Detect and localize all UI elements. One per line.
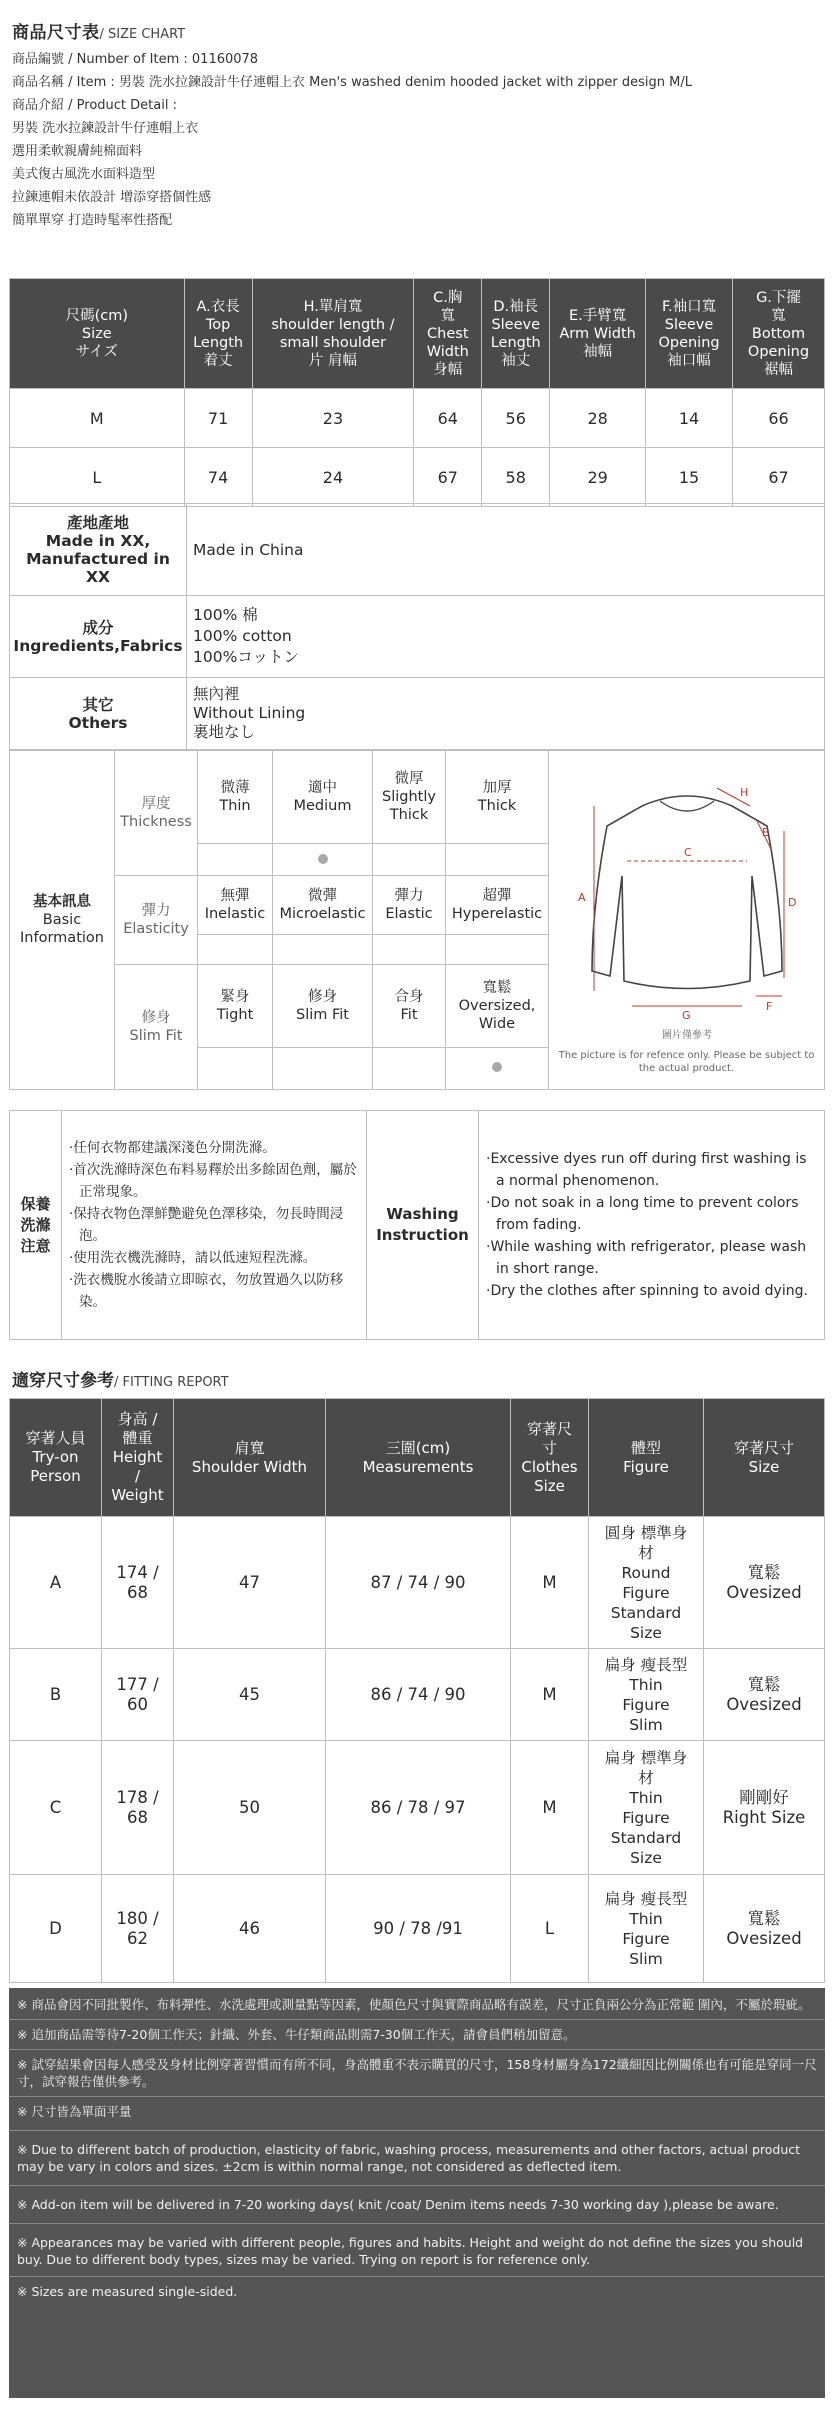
table-row <box>10 1875 825 1983</box>
shoulder: 50 <box>174 1741 326 1875</box>
meta-table <box>9 503 825 750</box>
thickness-mark <box>373 844 446 876</box>
page-title: 商品尺寸表 <box>12 23 100 43</box>
fabric-values <box>187 596 825 678</box>
table-row <box>10 1741 825 1875</box>
fitting-table <box>9 1398 825 1983</box>
others-value: 裏地なし <box>193 723 256 741</box>
figure: 扁身 標準身 材 Thin Figure Standard Size <box>589 1741 704 1875</box>
person: B <box>10 1649 102 1741</box>
fit-header: 穿著人員 Try-on Person <box>10 1399 102 1517</box>
product-info <box>0 46 833 232</box>
person: D <box>10 1875 102 1983</box>
letter-f: F <box>765 999 772 1013</box>
table-row <box>10 389 825 448</box>
others-label-cn: 其它 <box>82 695 114 714</box>
cell: 74 <box>184 448 252 507</box>
detail-line: 男裝 洗水拉鍊設計牛仔連帽上衣 <box>12 121 199 136</box>
fit-mark <box>273 1047 373 1089</box>
detail-line: 簡單單穿 打造時髦率性搭配 <box>12 213 173 228</box>
letter-a: A <box>577 890 586 904</box>
washing-cn-item: ·首次洗滌時深色布料易釋於出多餘固色劑，屬於正常現象。 <box>69 1162 357 1200</box>
thickness-mark <box>198 844 273 876</box>
cell: 66 <box>733 389 825 448</box>
notes-panel <box>9 1988 825 2398</box>
figure: 圓身 標準身 材 Round Figure Standard Size <box>589 1517 704 1649</box>
fabric-value: 100% 棉 <box>193 606 258 624</box>
elasticity-option: 微彈 Microelastic <box>273 876 373 935</box>
basic-info-table <box>9 750 825 1090</box>
height-weight: 177 / 60 <box>102 1649 174 1741</box>
detail-line: 選用柔軟親膚純棉面料 <box>12 144 143 159</box>
washing-cn-item: ·保持衣物色澤鮮艷避免色澤移染，勿長時間浸泡。 <box>69 1206 344 1244</box>
fit-mark <box>198 1047 273 1089</box>
fitting-title <box>12 1366 229 1391</box>
fit-result: 寬鬆 Ovesized <box>704 1875 825 1983</box>
height-weight: 178 / 68 <box>102 1741 174 1875</box>
clothes-size: M <box>511 1649 589 1741</box>
header-size: 尺碼(cm) Size サイズ <box>10 279 185 389</box>
shoulder: 45 <box>174 1649 326 1741</box>
fit-mark <box>373 1047 446 1089</box>
header-sleeve-opening: F.袖口寬 Sleeve Opening 袖口幅 <box>646 279 733 389</box>
item-number: 商品編號 / Number of Item : 01160078 <box>12 52 259 67</box>
fabric-value: 100%コットン <box>193 648 300 666</box>
note-cn: ※ 試穿結果會因每人感受及身材比例穿著習慣而有所不同，身高體重不表示購買的尺寸，158身材屬身為172纖細因比例關係也有可能是穿同一尺寸，試穿報告僅供參考。 <box>17 2057 817 2089</box>
washing-label: 保養 洗滌 注意 <box>10 1111 62 1340</box>
fit-header: 三圍(cm) Measurements <box>326 1399 511 1517</box>
clothes-size: L <box>511 1875 589 1983</box>
fit-header: 身高 / 體重 Height / Weight <box>102 1399 174 1517</box>
measurements: 87 / 74 / 90 <box>326 1517 511 1649</box>
cell: 64 <box>414 389 482 448</box>
note-en: ※ Due to different batch of production, elasticity of fabric, washing process, measurements and other factors, actual product may be vary in colors and sizes. ±2cm is within normal range, not considered as deflected item. <box>17 2142 801 2174</box>
size-label: L <box>10 448 185 507</box>
cell: 29 <box>550 448 646 507</box>
detail-heading: 商品介紹 / Product Detail : <box>12 98 177 113</box>
basic-info-label-en: Basic Information <box>20 912 104 946</box>
garment-diagram <box>549 751 825 1090</box>
washing-en-item: ·Dry the clothes after spinning to avoid dying. <box>486 1283 808 1299</box>
note-en: ※ Add-on item will be delivered in 7-20 working days( knit /coat/ Denim items needs 7-30 working day ),please be aware. <box>17 2197 779 2212</box>
measurements: 90 / 78 /91 <box>326 1875 511 1983</box>
fit-option: 合身 Fit <box>373 964 446 1047</box>
cell: 71 <box>184 389 252 448</box>
note-cn: ※ 尺寸皆為單面平量 <box>17 2104 132 2119</box>
fit-option: 寬鬆 Oversized, Wide <box>446 964 549 1047</box>
others-value: 無內裡 <box>193 685 240 703</box>
cell: 28 <box>550 389 646 448</box>
washing-en-item: ·While washing with refrigerator, please wash in short range. <box>486 1239 807 1277</box>
header-chest: C.胸 寬 Chest Width 身幅 <box>414 279 482 389</box>
washing-cn <box>62 1111 367 1340</box>
note-en: ※ Appearances may be varied with different people, figures and habits. Height and weight do not define the sizes you should buy. Due to different body types, sizes may be varied. Trying on report is for reference only. <box>17 2235 804 2267</box>
washing-en-item: ·Do not soak in a long time to prevent colors from fading. <box>486 1195 799 1233</box>
washing-en-label: Washing Instruction <box>367 1111 479 1340</box>
elasticity-mark <box>446 935 549 965</box>
letter-g: G <box>681 1008 691 1022</box>
fit-header: 穿著尺寸 Size <box>704 1399 825 1517</box>
letter-e: E <box>761 825 769 839</box>
cell: 23 <box>252 389 414 448</box>
item-name: 商品名稱 / Item : 男裝 洗水拉鍊設計牛仔連帽上衣 Men's washed denim hooded jacket with zipper design M/L <box>12 75 692 90</box>
clothes-size: M <box>511 1741 589 1875</box>
thickness-option: 微薄 Thin <box>198 751 273 844</box>
washing-table <box>9 1110 825 1340</box>
cell: 67 <box>414 448 482 507</box>
fit-label: 修身 Slim Fit <box>115 964 198 1089</box>
thickness-option: 加厚 Thick <box>446 751 549 844</box>
washing-cn-item: ·任何衣物都建議深淺色分開洗滌。 <box>69 1140 276 1156</box>
table-row <box>10 448 825 507</box>
fit-header: 穿著尺 寸 Clothes Size <box>511 1399 589 1517</box>
elasticity-option: 彈力 Elastic <box>373 876 446 935</box>
selected-dot-icon <box>492 1062 502 1072</box>
basic-info-label <box>10 751 115 1090</box>
fit-header: 體型 Figure <box>589 1399 704 1517</box>
thickness-option: 適中 Medium <box>273 751 373 844</box>
thickness-label: 厚度 Thickness <box>115 751 198 876</box>
header-shoulder: H.單肩寬 shoulder length / small shoulder 片 肩幅 <box>252 279 414 389</box>
height-weight: 180 / 62 <box>102 1875 174 1983</box>
sweatshirt-diagram-icon <box>572 766 802 1066</box>
washing-cn-item: ·洗衣機脫水後請立即晾衣，勿放置過久以防移染。 <box>69 1272 344 1310</box>
fit-result: 寬鬆 Ovesized <box>704 1649 825 1741</box>
elasticity-mark <box>273 935 373 965</box>
fit-result: 寬鬆 Ovesized <box>704 1517 825 1649</box>
measurements: 86 / 74 / 90 <box>326 1649 511 1741</box>
table-row <box>10 1517 825 1649</box>
figure: 扁身 瘦長型 Thin Figure Slim <box>589 1875 704 1983</box>
selected-dot-icon <box>318 854 328 864</box>
thickness-mark <box>446 844 549 876</box>
diagram-caption-en: The picture is for refence only. Please be subject to the actual product. <box>558 1049 815 1074</box>
others-value: Without Lining <box>193 704 306 722</box>
washing-cn-item: ·使用洗衣機洗滌時，請以低速短程洗滌。 <box>69 1250 317 1266</box>
cell: 58 <box>482 448 550 507</box>
header-arm-width: E.手臂寬 Arm Width 袖幅 <box>550 279 646 389</box>
header-bottom-opening: G.下擺 寬 Bottom Opening 裾幅 <box>733 279 825 389</box>
fit-header: 肩寬 Shoulder Width <box>174 1399 326 1517</box>
washing-en-item: ·Excessive dyes run off during first washing is a normal phenomenon. <box>486 1151 807 1189</box>
cell: 56 <box>482 389 550 448</box>
note-cn: ※ 追加商品需等待7-20個工作天；針織、外套、牛仔類商品則需7-30個工作天，請會員們稍加留意。 <box>17 2027 576 2042</box>
cell: 14 <box>646 389 733 448</box>
thickness-option: 微厚 Slightly Thick <box>373 751 446 844</box>
cell: 67 <box>733 448 825 507</box>
others-label-en: Others <box>68 713 128 732</box>
fit-option: 緊身 Tight <box>198 964 273 1047</box>
page-header <box>0 0 833 46</box>
letter-d: D <box>787 895 796 909</box>
clothes-size: M <box>511 1517 589 1649</box>
basic-info-label-cn: 基本訊息 <box>33 894 91 910</box>
table-row <box>10 1649 825 1741</box>
fabric-label-cn: 成分 <box>82 618 114 637</box>
person: C <box>10 1741 102 1875</box>
header-top-length: A.衣長 Top Length 着丈 <box>184 279 252 389</box>
others-label <box>10 678 187 750</box>
letter-h: H <box>739 785 748 799</box>
origin-value: Made in China <box>187 504 825 596</box>
letter-c: C <box>683 845 692 859</box>
elasticity-label: 彈力 Elasticity <box>115 876 198 965</box>
measurement-letters <box>578 786 796 1022</box>
fit-result: 剛剛好 Right Size <box>704 1741 825 1875</box>
size-label: M <box>10 389 185 448</box>
cell: 15 <box>646 448 733 507</box>
fabric-value: 100% cotton <box>193 627 292 645</box>
note-en: ※ Sizes are measured single-sided. <box>17 2284 238 2299</box>
fabric-label <box>10 596 187 678</box>
page-subtitle: / SIZE CHART <box>99 27 186 42</box>
size-chart-table <box>9 278 825 507</box>
collar-line <box>660 801 714 811</box>
fitting-title-cn: 適穿尺寸參考 <box>12 1371 114 1391</box>
fit-option: 修身 Slim Fit <box>273 964 373 1047</box>
diagram-caption-cn: 圖片僅參考 <box>661 1029 712 1041</box>
height-weight: 174 / 68 <box>102 1517 174 1649</box>
measurements: 86 / 78 / 97 <box>326 1741 511 1875</box>
origin-label: 產地產地 Made in XX, Manufactured in XX <box>10 504 187 596</box>
fitting-title-en: / FITTING REPORT <box>114 1375 229 1390</box>
detail-line: 美式復古風洗水面料造型 <box>12 167 156 182</box>
detail-line: 拉鍊連帽未依設計 增添穿搭個性感 <box>12 190 212 205</box>
elasticity-option: 超彈 Hyperelastic <box>446 876 549 935</box>
elasticity-option: 無彈 Inelastic <box>198 876 273 935</box>
shoulder: 46 <box>174 1875 326 1983</box>
garment-outline <box>592 796 782 989</box>
person: A <box>10 1517 102 1649</box>
note-cn: ※ 商品會因不同批製作、布料彈性、水洗處理或測量點等因素，使顏色尺寸與實際商品略有誤差，尺寸正負兩公分為正常範 圍內，不屬於瑕疵。 <box>17 1997 811 2012</box>
figure: 扁身 瘦長型 Thin Figure Slim <box>589 1649 704 1741</box>
others-values <box>187 678 825 750</box>
washing-en <box>479 1111 825 1340</box>
fit-mark <box>446 1047 549 1089</box>
thickness-mark <box>273 844 373 876</box>
header-sleeve-length: D.袖長 Sleeve Length 袖丈 <box>482 279 550 389</box>
shoulder: 47 <box>174 1517 326 1649</box>
elasticity-mark <box>198 935 273 965</box>
cell: 24 <box>252 448 414 507</box>
elasticity-mark <box>373 935 446 965</box>
fabric-label-en: Ingredients,Fabrics <box>13 636 183 655</box>
